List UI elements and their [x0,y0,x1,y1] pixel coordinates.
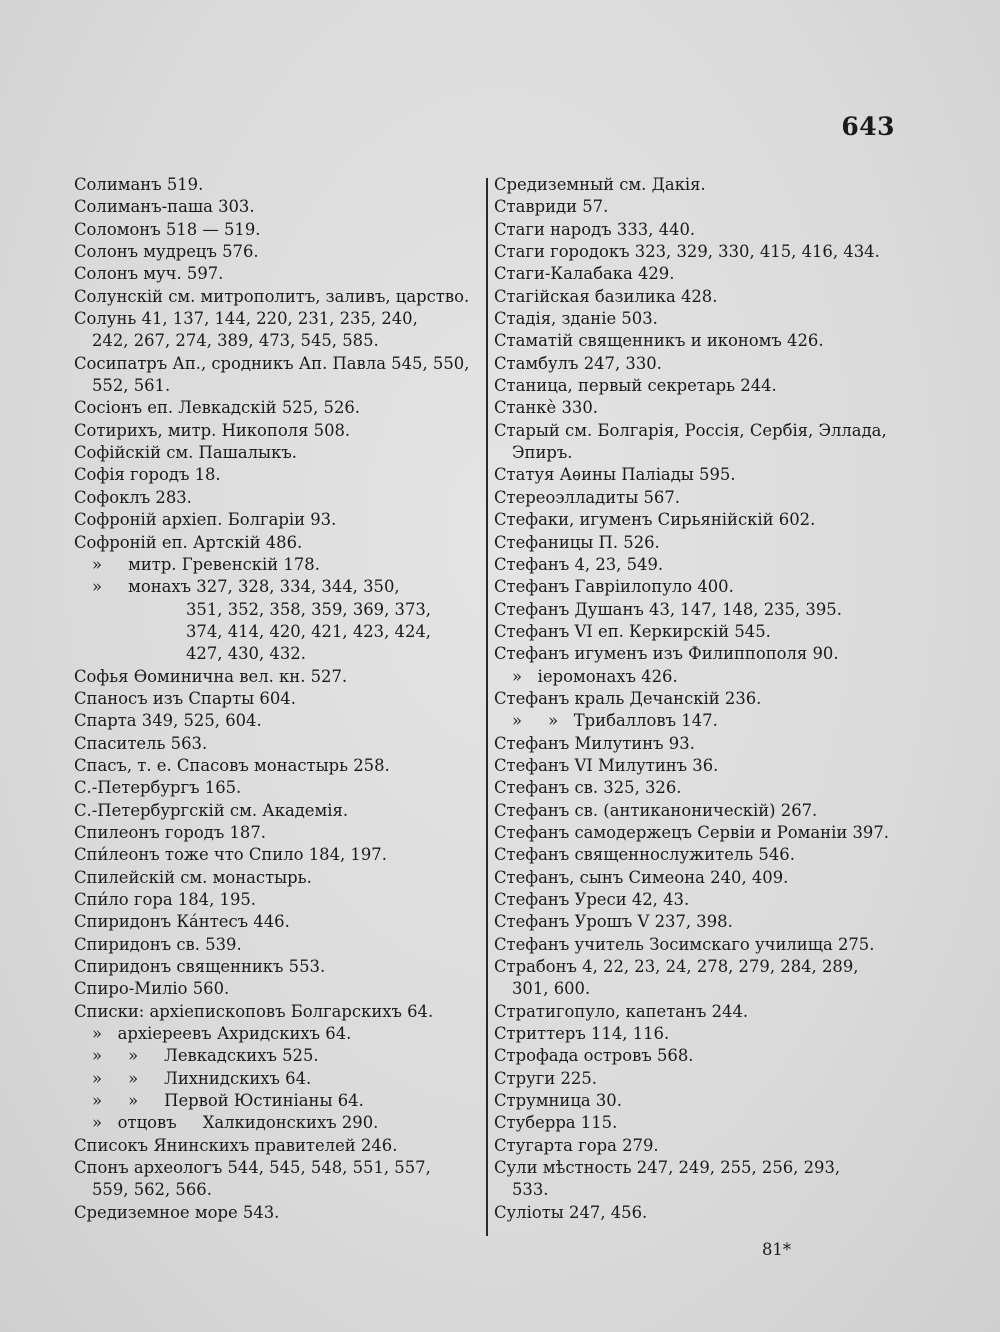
index-entry: Солиманъ-паша 303. [74,197,255,217]
index-entry: Сосипатръ Ап., сродникъ Ап. Павла 545, 550, [74,353,470,373]
index-entry: Сотирихъ, митр. Никополя 508. [74,420,351,440]
index-subentry: » монахъ 327, 328, 334, 344, 350, [92,577,400,597]
index-entry-continued: 242, 267, 274, 389, 473, 545, 585. [92,331,379,351]
index-entry: Стефанъ Урошъ V 237, 398. [494,912,733,932]
column-divider [486,178,488,1236]
index-entry: Сули мѣстность 247, 249, 255, 256, 293, [494,1158,841,1178]
index-entry: Списки: архіепископовъ Болгарскихъ 64. [74,1001,434,1021]
index-entry: Солонъ мудрецъ 576. [74,242,259,262]
index-entry: Софія городъ 18. [74,465,221,485]
index-entry: Стефанъ учитель Зосимскаго училища 275. [494,934,875,954]
index-entry: Стаги-Калабака 429. [494,264,675,284]
index-entry: Стамбулъ 247, 330. [494,353,662,373]
index-entry: Солиманъ 519. [74,175,204,194]
index-subentry: » » Первой Юстиніаны 64. [92,1091,364,1111]
index-entry: Спаситель 563. [74,733,208,753]
index-entry-continued: 533. [512,1180,549,1200]
index-entry: Строфада островъ 568. [494,1046,694,1066]
index-entry: Соломонъ 518 — 519. [74,219,261,239]
index-entry: Стефанъ св. 325, 326. [494,778,682,798]
index-entry: Списокъ Янинскихъ правителей 246. [74,1135,398,1155]
index-entry-continued: 427, 430, 432. [186,644,306,664]
index-entry: Стефанъ, сынъ Симеона 240, 409. [494,867,789,887]
index-subentry: » іеромонахъ 426. [512,666,678,686]
index-entry: Стефанъ VI Милутинъ 36. [494,755,719,775]
index-entry: Стефанъ самодержецъ Сервіи и Романіи 397. [494,822,889,842]
index-entry: Спи́леонъ тоже что Спило 184, 197. [74,845,387,865]
index-entry: Спиридонъ священникъ 553. [74,957,326,977]
page-number: 643 [841,112,895,141]
index-entry-continued: Эпиръ. [512,443,573,463]
index-entry: Старый см. Болгарія, Россія, Сербія, Эллада, [494,420,887,440]
index-entry: Стефаки, игуменъ Сирьянійскій 602. [494,510,816,530]
index-entry: Стугарта гора 279. [494,1135,659,1155]
index-entry: Статуя Аѳины Паліады 595. [494,465,736,485]
index-entry: Стефанъ Милутинъ 93. [494,733,695,753]
index-entry: Спарта 349, 525, 604. [74,711,262,731]
index-subentry: » » Левкадскихъ 525. [92,1046,319,1066]
left-column [74,174,479,1224]
index-entry: Стуберра 115. [494,1113,618,1133]
index-entry: Стефанъ священнослужитель 546. [494,845,795,865]
index-entry: Струги 225. [494,1068,597,1088]
index-entry: Стефанъ Душанъ 43, 147, 148, 235, 395. [494,599,842,619]
index-entry: Стефаницы П. 526. [494,532,660,552]
index-entry: Спиридонъ св. 539. [74,934,242,954]
index-subentry: » отцовъ Халкидонскихъ 290. [92,1113,379,1133]
index-entry: Спонъ археологъ 544, 545, 548, 551, 557, [74,1158,431,1178]
index-subentry: » митр. Гревенскій 178. [92,554,320,574]
index-entry: Софроній еп. Артскій 486. [74,532,303,552]
index-entry: Стефанъ краль Дечанскій 236. [494,688,762,708]
index-entry-continued: 559, 562, 566. [92,1180,212,1200]
index-entry: Стриттеръ 114, 116. [494,1024,670,1044]
index-entry-continued: 374, 414, 420, 421, 423, 424, [186,621,432,641]
index-entry: Стагійская базилика 428. [494,286,718,306]
index-entry: Суліоты 247, 456. [494,1202,648,1222]
index-entry: Софья Ѳоминична вел. кн. 527. [74,666,348,686]
index-entry: Стефанъ Гавріилопуло 400. [494,577,734,597]
signature-mark: 81* [762,1240,792,1259]
index-entry: Спасъ, т. е. Спасовъ монастырь 258. [74,755,390,775]
index-subentry: » архіереевъ Ахридскихъ 64. [92,1024,352,1044]
index-entry-continued: 351, 352, 358, 359, 369, 373, [186,599,432,619]
index-entry: Спилеонъ городъ 187. [74,822,266,842]
index-entry: Стефанъ VI еп. Керкирскій 545. [494,621,771,641]
index-entry: Стефанъ св. (антиканоническій) 267. [494,800,818,820]
index-entry: Спилейскій см. монастырь. [74,867,312,887]
index-entry: С.-Петербургъ 165. [74,778,242,798]
index-entry: Средиземное море 543. [74,1202,280,1222]
index-entry: Стратигопуло, капетанъ 244. [494,1001,749,1021]
index-entry: Стефанъ игуменъ изъ Филиппополя 90. [494,644,839,664]
index-entry: Спиридонъ Ка́нтесъ 446. [74,912,290,932]
index-entry: Стаматій священникъ и икономъ 426. [494,331,824,351]
index-entry-continued: 301, 600. [512,979,591,999]
index-entry-continued: 552, 561. [92,376,171,396]
index-entry: Сосіонъ еп. Левкадскій 525, 526. [74,398,361,418]
index-entry: Струмница 30. [494,1091,622,1111]
index-entry: Спи́ло гора 184, 195. [74,890,257,909]
index-entry: Станкѐ 330. [494,398,598,418]
index-entry: Стефанъ Уреси 42, 43. [494,890,690,909]
right-column [494,174,909,1224]
index-entry: Стаги народъ 333, 440. [494,219,696,239]
index-subentry: » » Трибалловъ 147. [512,711,718,731]
index-entry: С.-Петербургскій см. Академія. [74,800,349,820]
index-entry: Страбонъ 4, 22, 23, 24, 278, 279, 284, 289, [494,957,859,977]
index-entry: Станица, первый секретарь 244. [494,376,777,396]
index-entry: Стадія, зданіе 503. [494,309,658,329]
index-entry: Стефанъ 4, 23, 549. [494,554,664,574]
index-entry: Ставриди 57. [494,197,609,217]
index-entry: Стереоэлладиты 567. [494,487,680,507]
index-entry: Спиро-Миліо 560. [74,979,230,999]
index-entry: Средиземный см. Дакія. [494,175,706,194]
index-entry: Солонъ муч. 597. [74,264,224,284]
index-entry: Солунскій см. митрополитъ, заливъ, царство. [74,286,470,306]
index-entry: Софроній архіеп. Болгаріи 93. [74,510,337,530]
index-entry: Спаносъ изъ Спарты 604. [74,688,296,708]
index-entry: Солунь 41, 137, 144, 220, 231, 235, 240, [74,309,418,329]
index-entry: Софоклъ 283. [74,487,192,507]
index-entry: Софійскій см. Пашалыкъ. [74,443,297,463]
index-entry: Стаги городокъ 323, 329, 330, 415, 416, 434. [494,242,880,262]
index-subentry: » » Лихнидскихъ 64. [92,1068,312,1088]
